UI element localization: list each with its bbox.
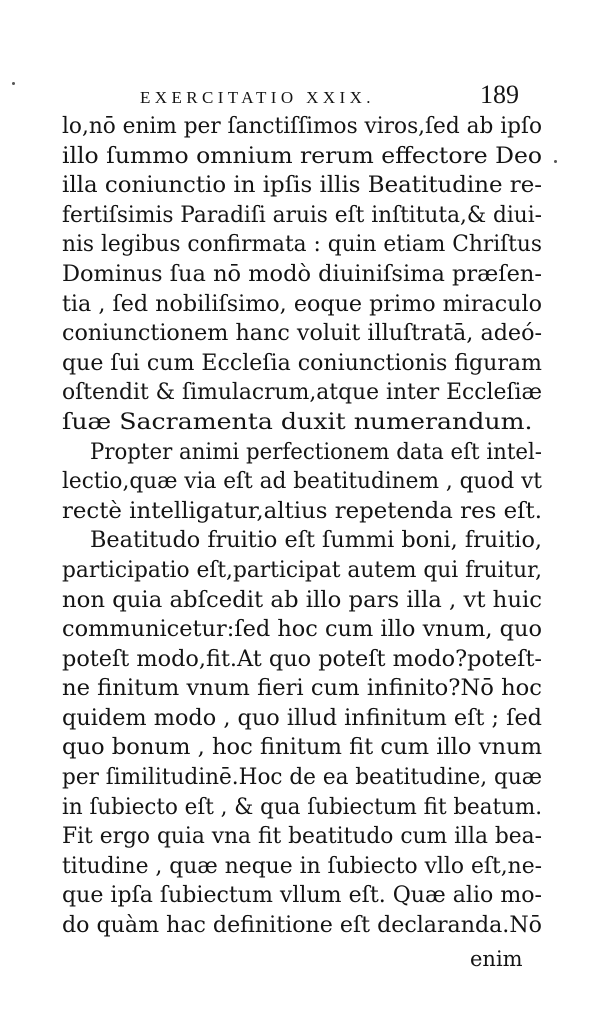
text-line: nis legibus confirmata : quin etiam Chriſtus xyxy=(62,231,542,258)
text-line: communicetur:ſed hoc cum illo vnum, quo xyxy=(62,616,542,643)
text-line: que ſui cum Eccleſia coniunctionis figuram xyxy=(62,349,542,376)
text-line: ſuæ Sacramenta duxit numerandum. xyxy=(62,408,533,435)
text-line: Beatitudo fruitio eſt ſummi boni, fruitio, xyxy=(90,527,542,554)
margin-speck xyxy=(12,82,15,85)
text-line: quo bonum , hoc finitum fit cum illo vnum xyxy=(62,734,542,761)
text-line: Fit ergo quia vna fit beatitudo cum illa bea- xyxy=(62,823,542,850)
text-line: que ipſa ſubiectum vllum eſt. Quæ alio mo- xyxy=(62,882,542,909)
text-line: do quàm hac definitione eſt declaranda.Nō xyxy=(62,912,542,939)
page-number: 189 xyxy=(480,80,519,109)
text-line: in ſubiecto eſt , & qua ſubiectum fit beatum. xyxy=(62,793,542,820)
text-line: lo,nō enim per ſanctiſſimos viros,ſed ab ipſo xyxy=(62,113,542,139)
text-line: quidem modo , quo illud infinitum eſt ; ſed xyxy=(62,704,542,731)
text-line: per ſimilitudinē.Hoc de ea beatitudine, quæ xyxy=(62,764,542,791)
text-line: ne finitum vnum fieri cum infinito?Nō hoc xyxy=(62,675,542,702)
catchword: enim xyxy=(470,947,523,971)
text-line: non quia abſcedit ab illo pars illa , vt huic xyxy=(62,586,542,613)
text-line: participatio eſt,participat autem qui fruitur, xyxy=(62,556,542,583)
text-line: Dominus ſua nō modò diuiniſsima præſen- xyxy=(62,260,542,287)
text-line: poteſt modo,fit.At quo poteſt modo?poteſt- xyxy=(62,645,542,672)
text-line: titudine , quæ neque in ſubiecto vllo eſt,ne- xyxy=(62,852,542,879)
text-line: illa coniunctio in ipſis illis Beatitudine re- xyxy=(62,172,542,199)
running-title: EXERCITATIO XXIX. xyxy=(140,88,375,107)
text-line: lectio,quæ via eſt ad beatitudinem , quod vt xyxy=(62,468,542,495)
margin-speck xyxy=(554,160,557,163)
text-line: rectè intelligatur,altius repetenda res eſt. xyxy=(62,497,542,524)
text-line: tia , ſed nobiliſsimo, eoque primo miraculo xyxy=(62,290,542,317)
body-text xyxy=(62,112,542,941)
text-line: coniunctionem hanc voluit illuſtratā, adeó- xyxy=(62,320,542,347)
text-line: illo ſummo omnium rerum effectore Deo xyxy=(62,142,542,169)
text-line: fertiſsimis Paradiſi aruis eſt inſtituta,& diui- xyxy=(62,201,542,228)
text-line: oſtendit & ſimulacrum,atque inter Eccleſiæ xyxy=(62,379,542,406)
text-line: Propter animi perfectionem data eſt intel- xyxy=(90,438,542,465)
